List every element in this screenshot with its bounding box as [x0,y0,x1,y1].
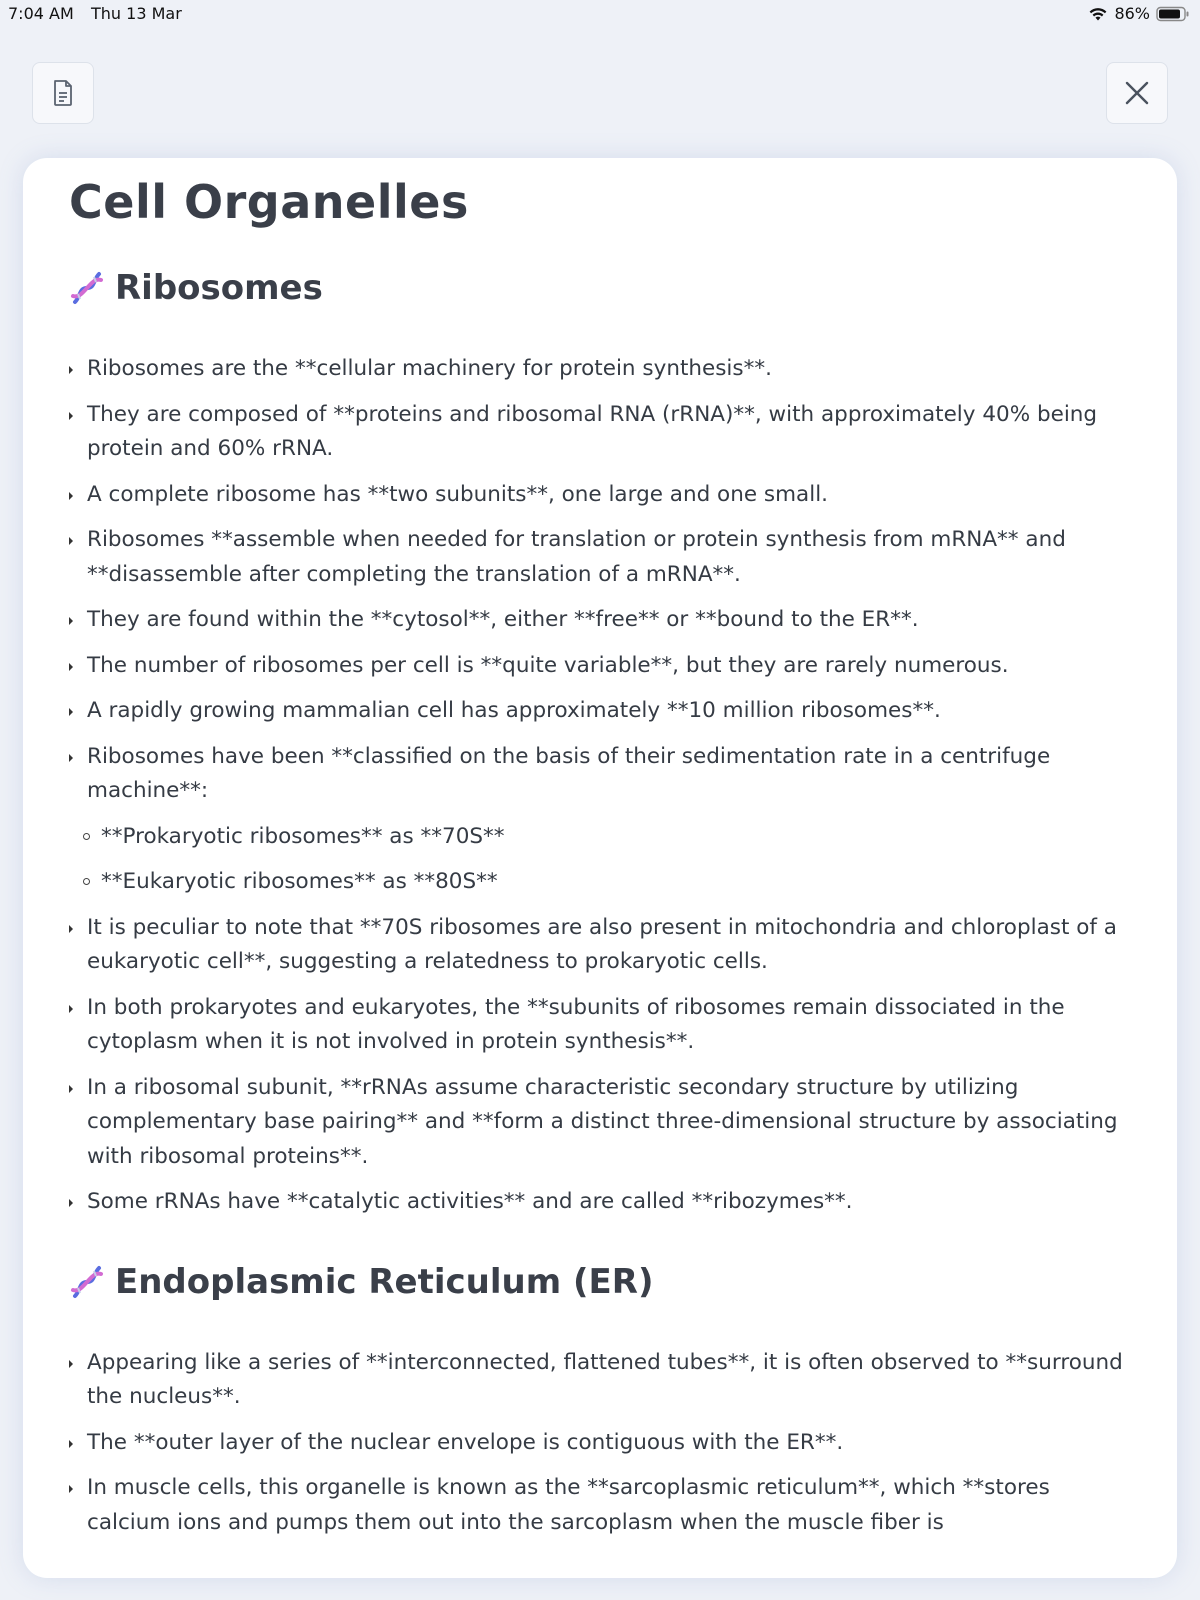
sub-list-item: **Prokaryotic ribosomes** as **70S** [83,820,1139,855]
section-heading-text: Ribosomes [115,268,323,308]
ribosomes-list [69,352,1139,1220]
wifi-icon [1088,6,1108,22]
list-item: Some rRNAs have **catalytic activities** and are called **ribozymes**. [69,1185,1139,1220]
list-item: They are found within the **cytosol**, either **free** or **bound to the ER**. [69,603,1139,638]
list-item: Ribosomes are the **cellular machinery for protein synthesis**. [69,352,1139,387]
close-button[interactable] [1106,62,1168,124]
list-item-text: Ribosomes have been **classified on the basis of their sedimentation rate in a centrifuge machine**: [87,743,1051,803]
notes-card [23,158,1177,1578]
list-item: The number of ribosomes per cell is **quite variable**, but they are rarely numerous. [69,649,1139,684]
list-item-with-sublist [69,740,1139,900]
dna-icon [69,1264,105,1300]
battery-percent: 86% [1114,4,1150,23]
status-date: Thu 13 Mar [91,4,182,23]
list-item: They are composed of **proteins and ribosomal RNA (rRNA)**, with approximately 40% being protein and 60% rRNA. [69,398,1139,467]
document-icon [51,79,75,107]
section-heading-er [69,1260,1139,1304]
section-heading-ribosomes [69,266,1139,310]
er-list [69,1346,1139,1541]
close-icon [1124,80,1150,106]
list-item: Ribosomes **assemble when needed for translation or protein synthesis from mRNA** and **disassemble after completing the translation of a mRNA**. [69,523,1139,592]
list-item: In muscle cells, this organelle is known as the **sarcoplasmic reticulum**, which **stores calcium ions and pumps them out into the sarcoplasm when the muscle fiber is [69,1471,1139,1540]
list-item: The **outer layer of the nuclear envelope is contiguous with the ER**. [69,1426,1139,1461]
status-bar [0,0,1200,30]
list-item: It is peculiar to note that **70S ribosomes are also present in mitochondria and chloroplast of a eukaryotic cell**, suggesting a relatedness to prokaryotic cells. [69,911,1139,980]
section-heading-text: Endoplasmic Reticulum (ER) [115,1261,654,1302]
list-item: In a ribosomal subunit, **rRNAs assume characteristic secondary structure by utilizing complementary base pairing** and **form a distinct three-dimensional structure by associating with ribosomal proteins**. [69,1071,1139,1175]
list-item: A complete ribosome has **two subunits**, one large and one small. [69,478,1139,513]
list-item: In both prokaryotes and eukaryotes, the **subunits of ribosomes remain dissociated in the cytoplasm when it is not involved in protein synthesis**. [69,991,1139,1060]
sub-list-item: **Eukaryotic ribosomes** as **80S** [83,865,1139,900]
page-title: Cell Organelles [69,175,469,229]
dna-icon [69,270,105,306]
list-item: A rapidly growing mammalian cell has approximately **10 million ribosomes**. [69,694,1139,729]
status-time: 7:04 AM [8,4,74,23]
battery-icon [1156,6,1190,22]
notes-content [69,172,1139,1551]
status-indicators [1088,4,1190,23]
sub-list [87,820,1139,900]
list-item: Appearing like a series of **interconnected, flattened tubes**, it is often observed to **surround the nucleus**. [69,1346,1139,1415]
document-button[interactable] [32,62,94,124]
